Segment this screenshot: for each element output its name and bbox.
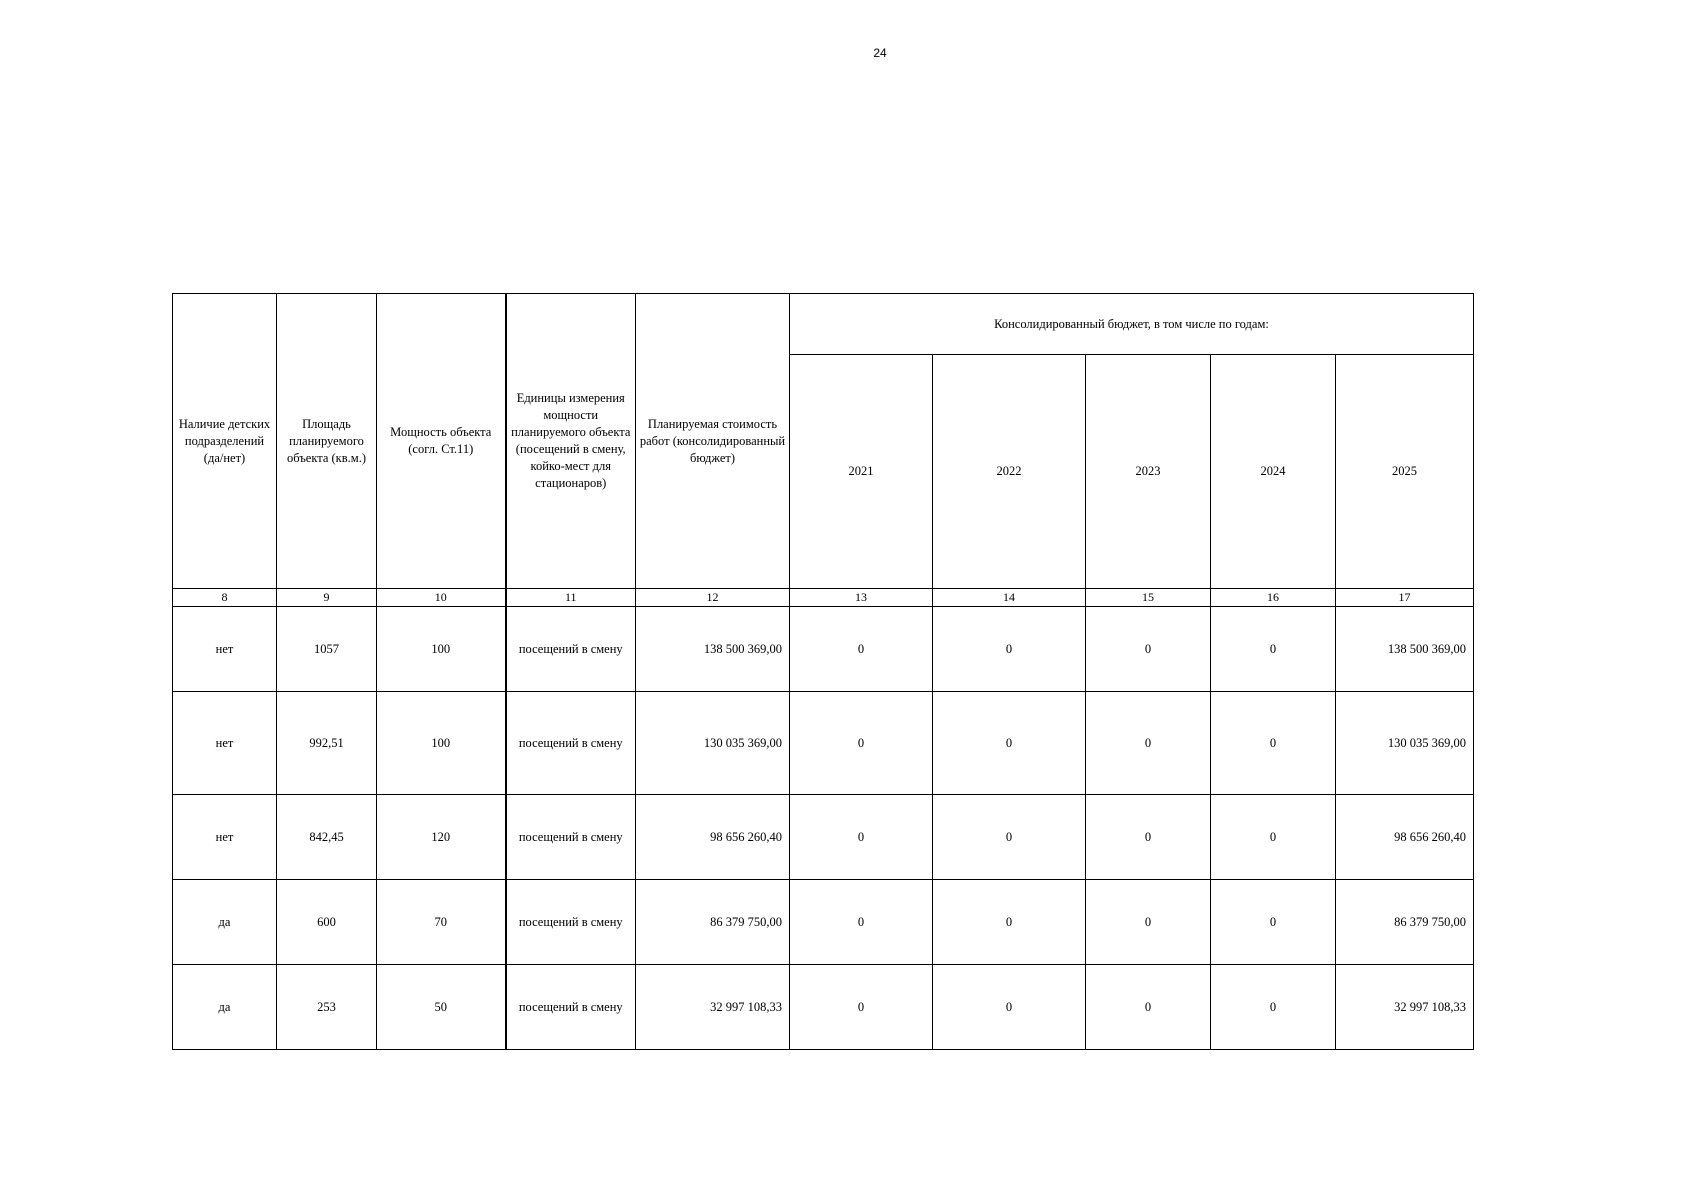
area-cell: 600 [277, 880, 377, 965]
children-units-cell: да [173, 965, 277, 1050]
units-cell: посещений в смену [506, 880, 636, 965]
year-2024-cell: 0 [1211, 607, 1336, 692]
capacity-cell: 100 [377, 607, 506, 692]
year-2024-cell: 0 [1211, 795, 1336, 880]
year-2025-cell: 86 379 750,00 [1336, 880, 1474, 965]
children-units-cell: нет [173, 795, 277, 880]
column-number: 9 [277, 589, 377, 607]
column-number: 8 [173, 589, 277, 607]
year-2022-cell: 0 [933, 692, 1086, 795]
capacity-cell: 70 [377, 880, 506, 965]
table-row [173, 965, 1474, 1050]
column-number: 12 [636, 589, 790, 607]
year-2022-cell: 0 [933, 880, 1086, 965]
year-2023-cell: 0 [1086, 692, 1211, 795]
header-year-2024: 2024 [1211, 355, 1336, 589]
year-2021-cell: 0 [790, 795, 933, 880]
year-2024-cell: 0 [1211, 965, 1336, 1050]
cost-cell: 130 035 369,00 [636, 692, 790, 795]
year-2021-cell: 0 [790, 965, 933, 1050]
units-cell: посещений в смену [506, 607, 636, 692]
column-number: 11 [506, 589, 636, 607]
year-2021-cell: 0 [790, 607, 933, 692]
year-2025-cell: 98 656 260,40 [1336, 795, 1474, 880]
header-consolidated-budget: Консолидированный бюджет, в том числе по годам: [790, 294, 1474, 355]
table-row [173, 607, 1474, 692]
children-units-cell: нет [173, 607, 277, 692]
table-row [173, 795, 1474, 880]
area-cell: 253 [277, 965, 377, 1050]
header-year-2023: 2023 [1086, 355, 1211, 589]
capacity-cell: 50 [377, 965, 506, 1050]
column-number-row [173, 589, 1474, 607]
year-2025-cell: 130 035 369,00 [1336, 692, 1474, 795]
area-cell: 1057 [277, 607, 377, 692]
year-2021-cell: 0 [790, 692, 933, 795]
year-2025-cell: 32 997 108,33 [1336, 965, 1474, 1050]
header-planned-cost: Планируемая стоимость работ (консолидированный бюджет) [636, 294, 790, 589]
column-number: 17 [1336, 589, 1474, 607]
column-number: 14 [933, 589, 1086, 607]
year-2024-cell: 0 [1211, 880, 1336, 965]
year-2025-cell: 138 500 369,00 [1336, 607, 1474, 692]
header-planned-area: Площадь планируемого объекта (кв.м.) [277, 294, 377, 589]
table-row [173, 692, 1474, 795]
header-children-units: Наличие детских подразделений (да/нет) [173, 294, 277, 589]
header-row-top [173, 294, 1474, 355]
column-number: 15 [1086, 589, 1211, 607]
children-units-cell: да [173, 880, 277, 965]
area-cell: 992,51 [277, 692, 377, 795]
column-number: 13 [790, 589, 933, 607]
year-2023-cell: 0 [1086, 795, 1211, 880]
header-capacity-units: Единицы измерения мощности планируемого объекта (посещений в смену, койко-мест для стационаров) [506, 294, 636, 589]
year-2023-cell: 0 [1086, 965, 1211, 1050]
year-2022-cell: 0 [933, 795, 1086, 880]
header-year-2021: 2021 [790, 355, 933, 589]
header-year-2022: 2022 [933, 355, 1086, 589]
children-units-cell: нет [173, 692, 277, 795]
year-2022-cell: 0 [933, 965, 1086, 1050]
table-row [173, 880, 1474, 965]
year-2023-cell: 0 [1086, 607, 1211, 692]
year-2024-cell: 0 [1211, 692, 1336, 795]
cost-cell: 138 500 369,00 [636, 607, 790, 692]
cost-cell: 98 656 260,40 [636, 795, 790, 880]
cost-cell: 32 997 108,33 [636, 965, 790, 1050]
header-year-2025: 2025 [1336, 355, 1474, 589]
capacity-cell: 120 [377, 795, 506, 880]
area-cell: 842,45 [277, 795, 377, 880]
capacity-cell: 100 [377, 692, 506, 795]
budget-table [172, 293, 1474, 1050]
year-2021-cell: 0 [790, 880, 933, 965]
units-cell: посещений в смену [506, 795, 636, 880]
header-object-capacity: Мощность объекта (согл. Ст.11) [377, 294, 506, 589]
column-number: 10 [377, 589, 506, 607]
year-2023-cell: 0 [1086, 880, 1211, 965]
units-cell: посещений в смену [506, 965, 636, 1050]
page-number: 24 [873, 46, 887, 60]
column-number: 16 [1211, 589, 1336, 607]
year-2022-cell: 0 [933, 607, 1086, 692]
cost-cell: 86 379 750,00 [636, 880, 790, 965]
units-cell: посещений в смену [506, 692, 636, 795]
